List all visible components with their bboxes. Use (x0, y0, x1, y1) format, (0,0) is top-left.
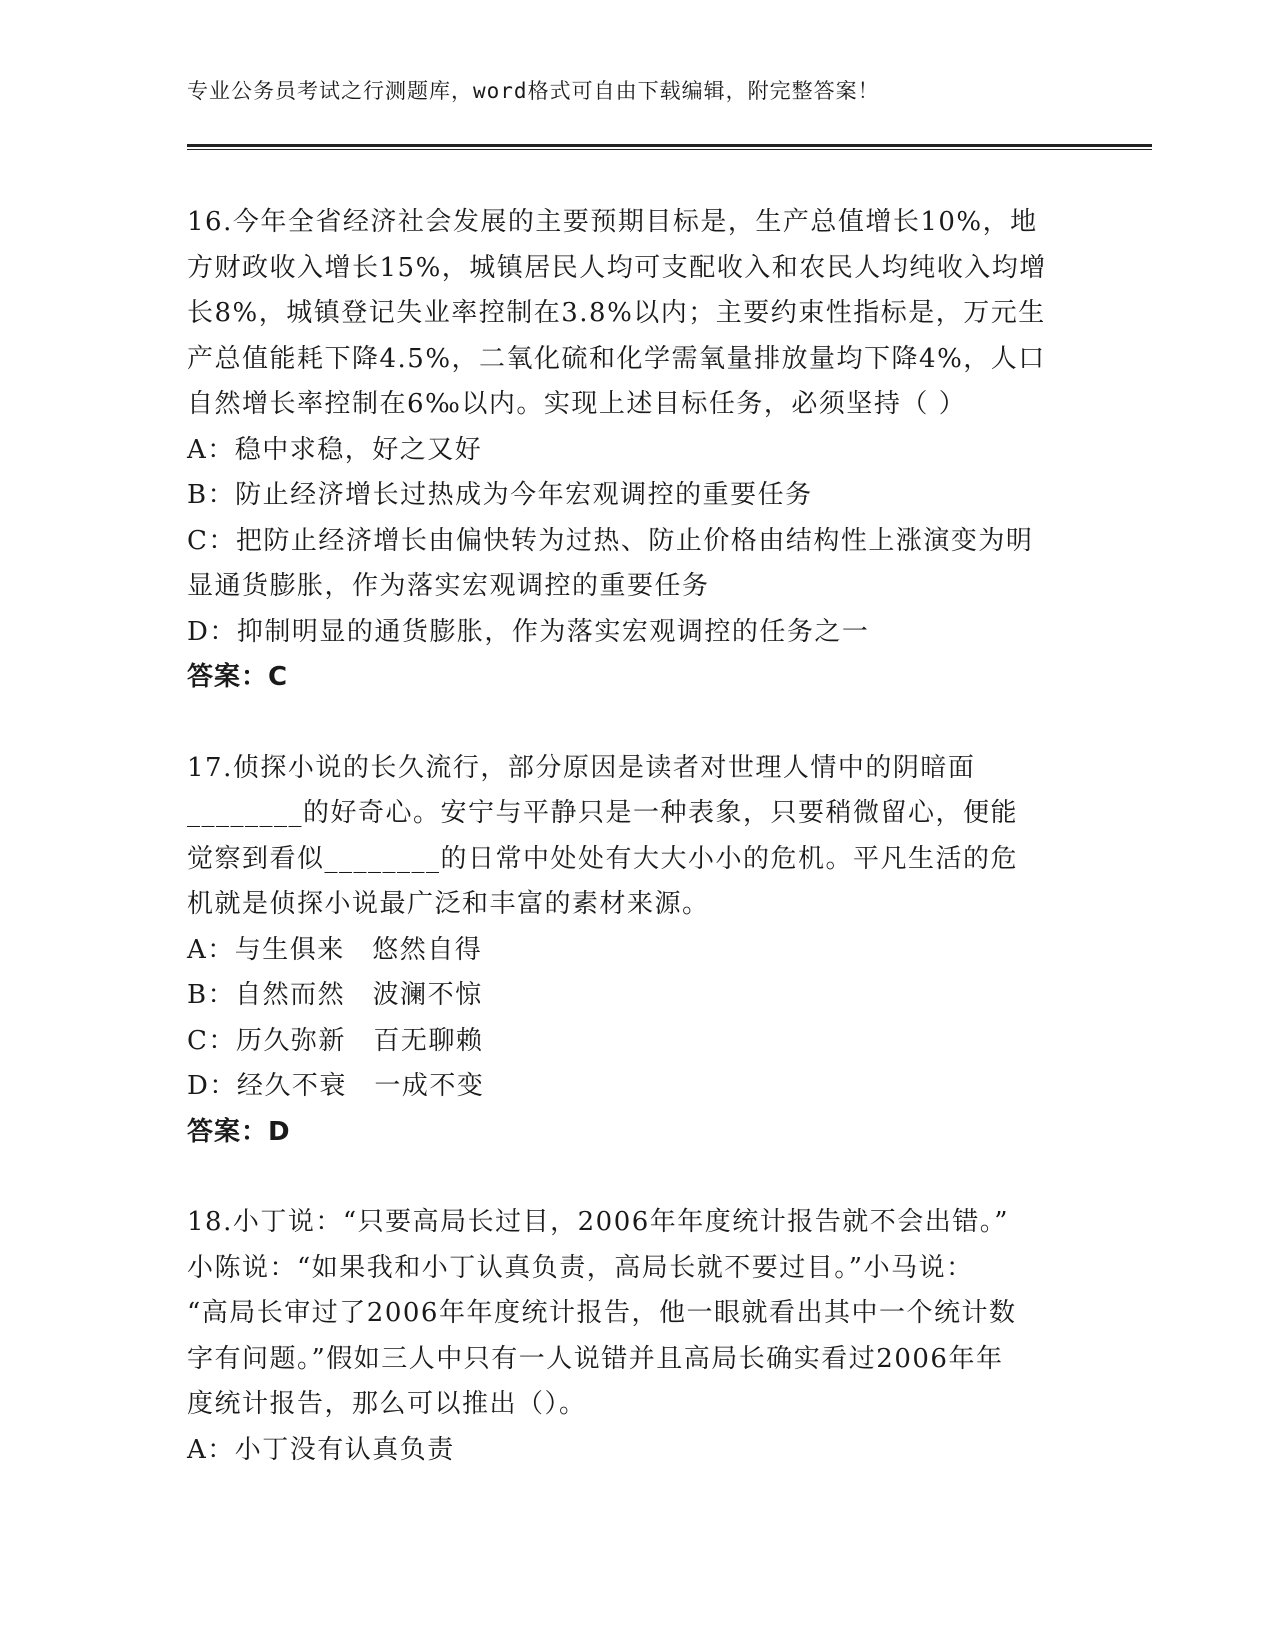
option-c: C：历久弥新 百无聊赖 (187, 1025, 484, 1056)
question-17 (187, 746, 1087, 1156)
option-c-continued: 显通货膨胀，作为落实宏观调控的重要任务 (187, 571, 710, 601)
answer-label: 答案：D (187, 1116, 291, 1147)
question-stem-line: “高局长审过了2006年年度统计报告，他一眼就看出其中一个统计数 (187, 1298, 1017, 1328)
option-b: B：防止经济增长过热成为今年宏观调控的重要任务 (187, 480, 813, 510)
question-16 (187, 200, 1087, 701)
page-header: 专业公务员考试之行测题库，word格式可自由下载编辑，附完整答案！ (187, 79, 880, 103)
question-stem-line: 小陈说：“如果我和小丁认真负责，高局长就不要过目。”小马说： (187, 1252, 974, 1283)
question-stem-line: 觉察到看似________的日常中处处有大大小小的危机。平凡生活的危 (187, 843, 1019, 874)
question-stem-line: 17.侦探小说的长久流行，部分原因是读者对世理人情中的阴暗面 (187, 752, 976, 783)
option-d: D：抑制明显的通货膨胀，作为落实宏观调控的任务之一 (187, 616, 870, 647)
question-stem-line: 字有问题。”假如三人中只有一人说错并且高局长确实看过2006年年 (187, 1343, 1004, 1374)
question-stem-line: 18.小丁说：“只要高局长过目，2006年年度统计报告就不会出错。” (187, 1207, 1010, 1237)
option-a: A：小丁没有认真负责 (187, 1434, 455, 1465)
question-stem-line: 机就是侦探小说最广泛和丰富的素材来源。 (187, 889, 710, 919)
option-d: D：经久不衰 一成不变 (187, 1071, 485, 1101)
question-stem-line: 自然增长率控制在6‰以内。实现上述目标任务，必须坚持（ ） (187, 389, 967, 419)
question-stem-line: 方财政收入增长15%，城镇居民人均可支配收入和农民人均纯收入均增 (187, 252, 1047, 283)
question-stem-line: 度统计报告，那么可以推出（）。 (187, 1389, 587, 1419)
question-stem-line: 产总值能耗下降4.5%，二氧化硫和化学需氧量排放量均下降4%，人口 (187, 343, 1046, 374)
option-a: A：与生俱来 悠然自得 (187, 934, 483, 965)
option-b: B：自然而然 波澜不惊 (187, 980, 483, 1010)
question-stem-line: 16.今年全省经济社会发展的主要预期目标是，生产总值增长10%，地 (187, 207, 1038, 237)
answer-label: 答案：C (187, 662, 289, 692)
option-a: A：稳中求稳，好之又好 (187, 434, 483, 465)
question-stem-line: ________的好奇心。安宁与平静只是一种表象，只要稍微留心，便能 (187, 798, 1019, 828)
question-18 (187, 1200, 1087, 1473)
question-stem-line: 长8%，城镇登记失业率控制在3.8%以内；主要约束性指标是，万元生 (187, 298, 1046, 328)
option-c: C：把防止经济增长由偏快转为过热、防止价格由结构性上涨演变为明 (187, 525, 1034, 556)
question-list (187, 200, 1087, 1518)
header-divider (187, 144, 1152, 150)
